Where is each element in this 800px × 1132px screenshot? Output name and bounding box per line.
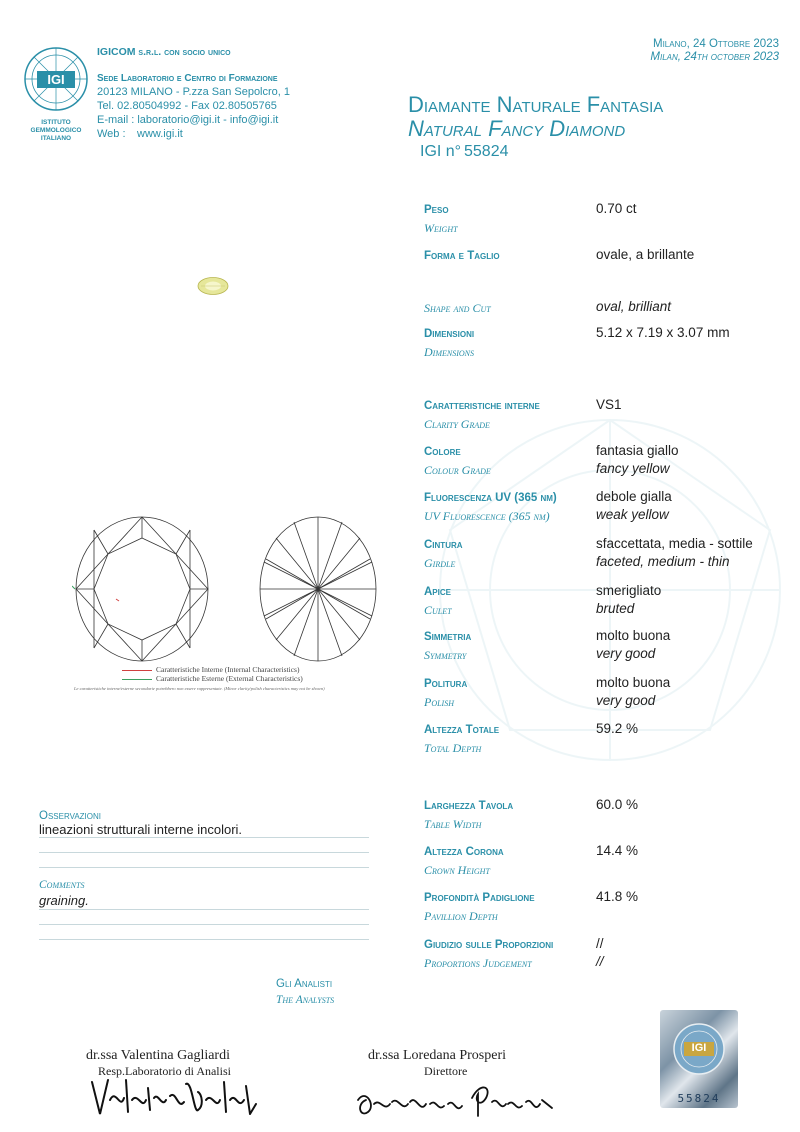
property-value: // — [596, 936, 604, 951]
property-label-it: Larghezza Tavola — [424, 800, 514, 812]
property-label-it: Peso — [424, 204, 449, 216]
property-label-it: Profondità Padiglione — [424, 892, 535, 904]
property-label-it: Altezza Corona — [424, 846, 504, 858]
hologram-seal — [660, 1010, 738, 1108]
property-value: 59.2 % — [596, 721, 639, 736]
comment-line — [39, 909, 369, 910]
signature-left — [86, 1070, 260, 1126]
analyst-left-role: Resp.Laboratorio di Analisi — [98, 1064, 231, 1078]
property-label-en: Pavillion Depth — [424, 909, 498, 923]
observation-line — [39, 867, 369, 868]
property-label-it: Politura — [424, 678, 468, 690]
igi-logo — [22, 45, 90, 141]
analysts-title: Gli Analisti — [276, 978, 333, 990]
property-value: 60.0 % — [596, 797, 639, 812]
date-italian: Milano, 24 Ottobre 2023 — [653, 38, 779, 50]
property-label-it: Fluorescenza UV (365 nm) — [424, 492, 557, 504]
property-label-en: UV Fluorescence (365 nm) — [424, 509, 550, 523]
property-value-en: bruted — [596, 601, 635, 616]
crown-diagram — [72, 514, 212, 664]
property-label-it: Dimensioni — [424, 328, 475, 340]
company-name: IGICOM s.r.l. con socio unico — [97, 46, 231, 58]
property-value: 0.70 ct — [596, 201, 637, 216]
property-label-it: Cintura — [424, 539, 463, 551]
property-label-en: Girdle — [424, 556, 456, 570]
property-label-en: Colour Grade — [424, 463, 491, 477]
property-value: smerigliato — [596, 583, 662, 598]
property-label-en: Dimensions — [424, 345, 474, 359]
property-value-en: // — [596, 954, 604, 969]
logo-text: IGI — [47, 72, 65, 87]
internal-legend-text: Caratteristiche Interne (Internal Characteristics) — [156, 665, 300, 674]
observation-line — [39, 837, 369, 838]
property-value: sfaccettata, media - sottile — [596, 536, 753, 551]
pavilion-diagram — [256, 514, 380, 664]
property-value-en: oval, brilliant — [596, 299, 672, 314]
property-label-en: Total Depth — [424, 741, 482, 755]
analyst-left-name: dr.ssa Valentina Gagliardi — [86, 1048, 230, 1063]
property-label-en: Culet — [424, 603, 452, 617]
diamond-photo — [196, 276, 230, 296]
comments-title: Comments — [39, 879, 85, 891]
property-value: molto buona — [596, 675, 671, 690]
property-label-it: Forma e Taglio — [424, 250, 500, 262]
property-value-en: very good — [596, 646, 656, 661]
property-value: molto buona — [596, 628, 671, 643]
property-value-en: very good — [596, 693, 656, 708]
property-label-it: Simmetria — [424, 631, 472, 643]
legend-note: Le caratteristiche interne/esterne secondarie potrebbero non essere rappresentate. (Minor clarity/polish characteristics may not be shown) — [74, 686, 325, 691]
internal-legend-line — [122, 670, 152, 671]
property-value: ovale, a brillante — [596, 247, 695, 262]
property-label-en: Weight — [424, 221, 458, 235]
hologram-logo-text: IGI — [691, 1042, 707, 1054]
property-value-en: fancy yellow — [596, 461, 670, 476]
property-label-it: Colore — [424, 446, 461, 458]
property-value: VS1 — [596, 397, 622, 412]
observations-text: lineazioni strutturali interne incolori. — [39, 822, 243, 837]
logo-subtitle: ISTITUTO GEMMOLOGICO ITALIANO — [30, 119, 82, 142]
property-label-en: Clarity Grade — [424, 417, 490, 431]
property-value: 41.8 % — [596, 889, 639, 904]
analyst-mid-role: Direttore — [424, 1064, 468, 1078]
phone-fax: Tel. 02.80504992 - Fax 02.80505765 — [97, 100, 277, 112]
hologram-number: 55824 — [677, 1092, 721, 1105]
property-value: 5.12 x 7.19 x 3.07 mm — [596, 325, 730, 340]
property-label-it: Altezza Totale — [424, 724, 500, 736]
external-legend-line — [122, 679, 152, 680]
observations-title: Osservazioni — [39, 810, 101, 822]
title-english: Natural Fancy Diamond — [408, 116, 626, 141]
igi-number: 55824 — [464, 143, 509, 160]
property-value: 14.4 % — [596, 843, 639, 858]
property-value: debole gialla — [596, 489, 672, 504]
property-label-en: Polish — [424, 695, 454, 709]
property-label-en: Table Width — [424, 817, 482, 831]
comment-line — [39, 939, 369, 940]
property-label-it: Giudizio sulle Proporzioni — [424, 939, 554, 951]
signature-mid — [352, 1074, 560, 1122]
property-label-en: Symmetry — [424, 648, 467, 662]
property-label-it: Caratteristiche interne — [424, 400, 540, 412]
external-legend-text: Caratteristiche Esterne (External Characteristics) — [156, 674, 303, 683]
property-label-en: Proportions Judgement — [424, 956, 532, 970]
title-italian: Diamante Naturale Fantasia — [408, 92, 664, 117]
web-label: Web : — [97, 128, 126, 140]
address: 20123 MILANO - P.zza San Sepolcro, 1 — [97, 86, 291, 98]
analyst-mid-name: dr.ssa Loredana Prosperi — [368, 1048, 507, 1063]
comment-line — [39, 924, 369, 925]
property-value-en: faceted, medium - thin — [596, 554, 730, 569]
property-label-en: Shape and Cut — [424, 301, 491, 315]
property-value: fantasia giallo — [596, 443, 679, 458]
property-value-en: weak yellow — [596, 507, 669, 522]
observation-line — [39, 852, 369, 853]
date-english: Milan, 24th october 2023 — [650, 51, 779, 63]
lab-name: Sede Laboratorio e Centro di Formazione — [97, 73, 278, 84]
analysts-title-en: The Analysts — [276, 994, 335, 1006]
comments-text: graining. — [39, 893, 89, 908]
email: E-mail : laboratorio@igi.it - info@igi.it — [97, 114, 279, 126]
web-link[interactable]: www.igi.it — [137, 128, 183, 140]
property-label-en: Crown Height — [424, 863, 490, 877]
igi-number-label: IGI n° — [420, 143, 462, 160]
property-label-it: Apice — [424, 586, 451, 598]
